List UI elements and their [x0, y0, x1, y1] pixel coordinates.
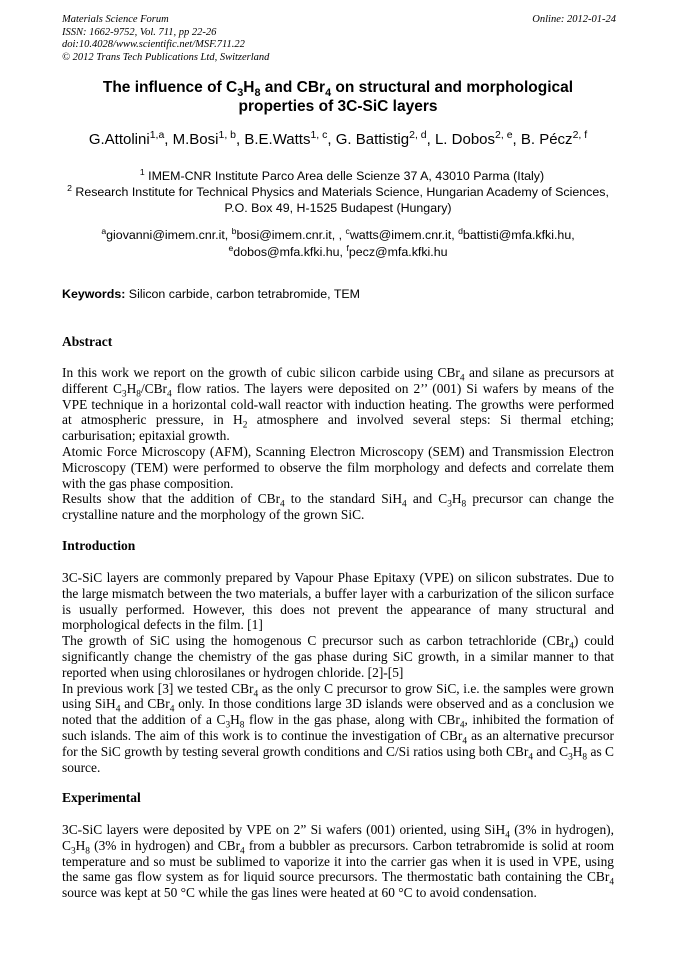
journal-name: Materials Science Forum [62, 14, 169, 25]
keywords [62, 287, 614, 301]
abstract-paragraph: Atomic Force Microscopy (AFM), Scanning Electron Microscopy (SEM) and Transmission Electron Microscopy (TEM) were performed to observe the film morphology and defects and correlate them with the gas phase composition. [62, 443, 614, 491]
author: M.Bosi$^{1, b}$ [172, 129, 236, 148]
abstract-paragraph: In this work we report on the growth of cubic silicon carbide using CBr$_4$ and silane as precursors at different $C_3H_8/CBr_4$ flow ratios. The layers were deposited on 2’’ (001) Si wafers by means of the VPE technique in a horizontal cold-wall reactor with induction heating. The growths were performed at atmospheric pressure, in $H_2$ atmosphere and involved several steps: Si thermal etching; carburisation; epitaxial growth. [62, 365, 614, 444]
keywords-text: Silicon carbide, carbon tetrabromide, TEM [125, 287, 360, 301]
abstract-body [62, 365, 614, 523]
author: B. Pécz$^{2, f}$ [520, 129, 588, 148]
author: G.Attolini$^{1,a}$ [88, 129, 165, 148]
title-line-2: properties of 3C-SiC layers [238, 98, 438, 115]
author: L. Dobos$^{2, e}$ [434, 129, 513, 148]
introduction-heading: Introduction [62, 538, 136, 553]
abstract-heading: Abstract [62, 334, 113, 349]
introduction-paragraph: 3C-SiC layers are commonly prepared by Vapour Phase Epitaxy (VPE) on silicon substrates. Due to the large mismatch between the two materials, a buffer layer with a carburization of the silicon surface is usually performed. However, this does not prevent the appearance of many structural and morphological defects in the film. [1] [62, 570, 614, 633]
affiliation-1: $^1$ IMEM-CNR Institute Parco Area delle Scienze 37 A, 43010 Parma (Italy) [139, 166, 545, 183]
title-line-1: The influence of $C_3H_8$ and CBr$_4$ on structural and morphological [102, 79, 574, 100]
journal-issn: ISSN: 1662-9752, Vol. 711, pp 22-26 [62, 26, 217, 38]
journal-header [62, 14, 269, 64]
journal-copyright: © 2012 Trans Tech Publications Ltd, Switzerland [62, 51, 270, 63]
experimental-body [62, 822, 614, 901]
online-date: Online: 2012-01-24 [532, 14, 616, 25]
paper-title [62, 78, 614, 116]
journal-doi: doi:10.4028/www.scientific.net/MSF.711.22 [62, 39, 245, 50]
introduction-paragraph: In previous work [3] we tested CBr$_4$ as the only C precursor to grow SiC, i.e. the samples were grown using SiH$_4$ and CBr$_4$ only. In those conditions large 3D islands were observed and as a conclusion we noted that the addition of a $C_3H_8$ flow in the gas phase, along with CBr$_4$, inhibited the formation of such islands. The aim of this work is to continue the investigation of CBr$_4$ as an alternative precursor for the SiC growth by testing several growth conditions and C/Si ratios using both CBr$_4$ and $C_3H_8$ as C source. [62, 680, 614, 775]
introduction-paragraph: The growth of SiC using the homogenous C precursor such as carbon tetrachloride (CBr$_4$) could significantly change the chemistry of the gas phase during SiC growth, in a similar manner to that reported when using chlorosilanes or hydrogen chloride. [2]-[5] [62, 633, 614, 680]
experimental-paragraph: 3C-SiC layers were deposited by VPE on 2” Si wafers (001) oriented, using SiH$_4$ (3% in hydrogen), $C_3H_8$ (3% in hydrogen) and CBr$_4$ from a bubbler as precursors. Carbon tetrabromide is solid at room temperature and so must be sublimed to vaporize it into the carrier gas when it is used in VPE, using the same gas flow system as for liquid source precursors. The thermostatic bath containing the CBr$_4$ source was kept at 50 °C while the gas lines were heated at 60 °C to avoid condensation. [62, 822, 614, 901]
author-list: G.Attolini$^{1,a}$, M.Bosi$^{1, b}$, B.E.Watts$^{1, c}$, G. Battistig$^{2, d}$, L. Dobos$^{2, e}$, B. Pécz$^{2, f}$ [88, 129, 588, 148]
author: B.E.Watts$^{1, c}$ [244, 129, 328, 148]
affiliation-2: $^2$ Research Institute for Technical Physics and Materials Science, Hungarian Academy of Sciences, P.O. Box 49, H-1525 Budapest (Hungary) [67, 182, 609, 215]
introduction-body [62, 570, 614, 775]
experimental-heading: Experimental [62, 790, 141, 805]
author: G. Battistig$^{2, d}$ [335, 129, 427, 148]
abstract-paragraph: Results show that the addition of CBr$_4$ to the standard SiH$_4$ and $C_3H_8$ precursor can change the crystalline nature and the morphology of the grown SiC. [62, 491, 615, 523]
keywords-label: Keywords: [62, 287, 126, 301]
author-emails: $^a$giovanni@imem.cnr.it, $^b$bosi@imem.cnr.it, , $^c$watts@imem.cnr.it, $^d$battisti@mfa.kfki.hu, $^e$dobos@mfa.kfki.hu, $^f$pecz@mfa.kfki.hu [101, 225, 575, 259]
